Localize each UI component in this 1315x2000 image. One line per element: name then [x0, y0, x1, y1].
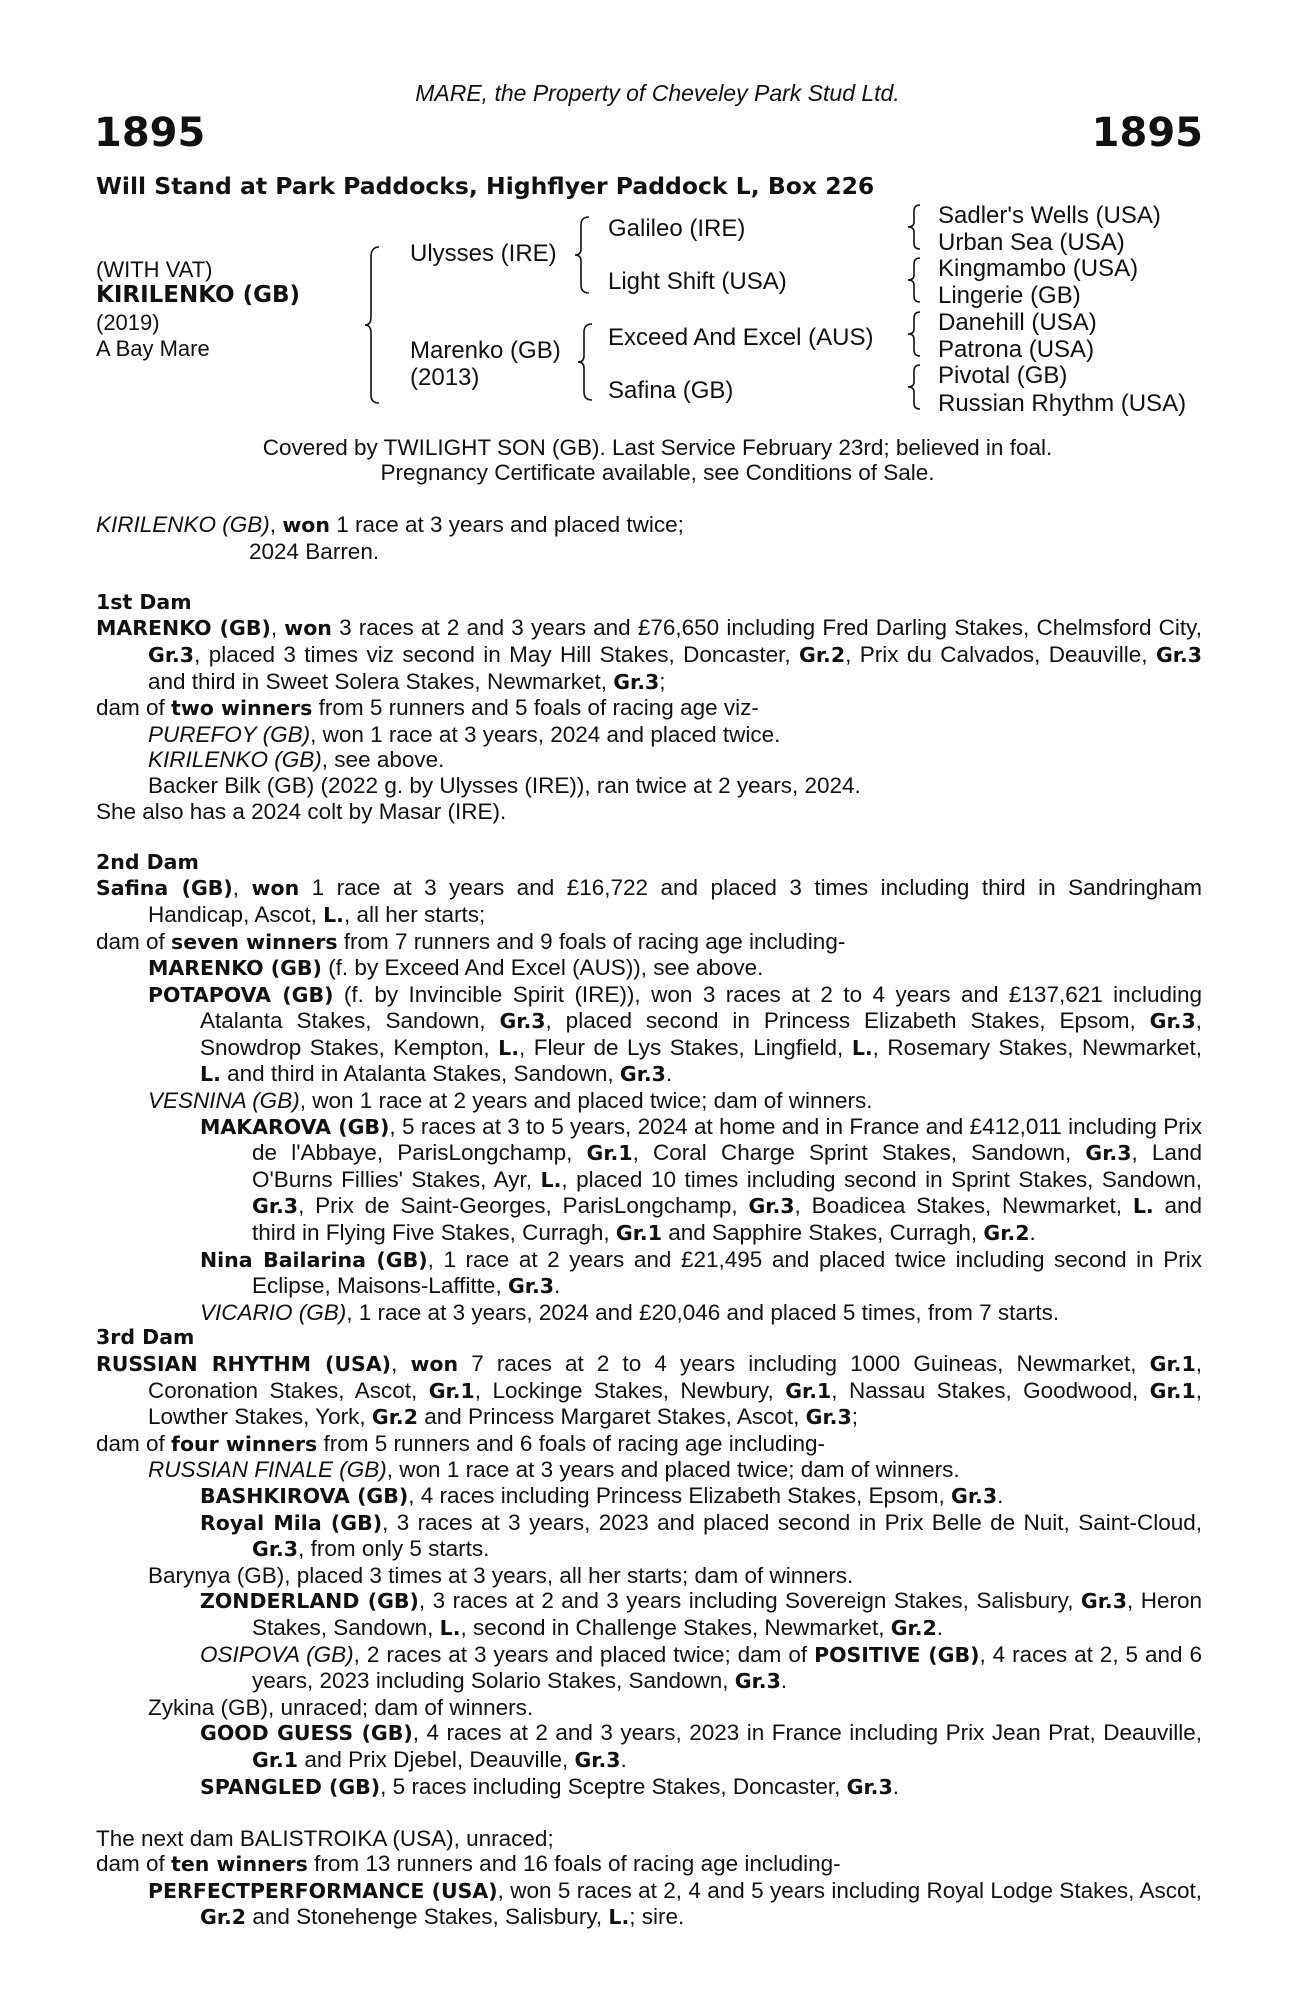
- dam-sire: Exceed And Excel (AUS): [608, 324, 874, 351]
- pedigree-bracket-main: [365, 245, 385, 405]
- first-dam-heading: 1st Dam: [96, 589, 192, 614]
- dam-name: Marenko (GB): [410, 337, 561, 364]
- lot-number-right: 1895: [1091, 110, 1203, 156]
- list-item: MAKAROVA (GB), 5 races at 3 to 5 years, 2024 at home and in France and £412,011 including Prix de l'Abbaye, ParisLongchamp, Gr.1, Coral Charge Sprint Stakes, Sandown, Gr.3, Land O'Burns Fillies' Stakes, Ayr, L., placed 10 times including second in Sprint Stakes, Sandown, Gr.3, Prix de Saint-Georges, ParisLongchamp, Gr.3, Boadicea Stakes, Newmarket, L. and third in Flying Five Stakes, Curragh, Gr.1 and Sapphire Stakes, Curragh, Gr.2.: [200, 1113, 1202, 1246]
- pedigree-bracket-dam: [578, 322, 598, 402]
- grandparent-7: Pivotal (GB): [938, 362, 1068, 389]
- grandparent-6: Patrona (USA): [938, 336, 1095, 363]
- covering-line-1: Covered by TWILIGHT SON (GB). Last Service February 23rd; believed in foal.: [262, 435, 1053, 460]
- first-dam-also: She also has a 2024 colt by Masar (IRE).: [96, 798, 507, 824]
- pedigree-bracket-sire: [575, 215, 595, 295]
- list-item: SPANGLED (GB), 5 races including Sceptre Stakes, Doncaster, Gr.3.: [200, 1773, 900, 1799]
- third-dam-produce-summary: dam of four winners from 5 runners and 6 foals of racing age including-: [96, 1430, 826, 1456]
- list-item: RUSSIAN FINALE (GB), won 1 race at 3 years and placed twice; dam of winners.: [148, 1457, 960, 1483]
- grandparent-2: Urban Sea (USA): [938, 229, 1125, 256]
- grandparent-1: Sadler's Wells (USA): [938, 202, 1161, 229]
- stand-line: Will Stand at Park Paddocks, Highflyer Paddock L, Box 226: [96, 172, 875, 200]
- grandparent-8: Russian Rhythm (USA): [938, 390, 1187, 417]
- next-dam-produce-summary: dam of ten winners from 13 runners and 16 foals of racing age including-: [96, 1851, 841, 1877]
- list-item: VESNINA (GB), won 1 race at 2 years and placed twice; dam of winners.: [148, 1088, 873, 1114]
- dam-year: (2013): [410, 364, 480, 391]
- sire-name: Ulysses (IRE): [410, 240, 557, 267]
- sire-sire: Galileo (IRE): [608, 215, 746, 242]
- list-item: ZONDERLAND (GB), 3 races at 2 and 3 years including Sovereign Stakes, Salisbury, Gr.3, Heron Stakes, Sandown, L., second in Challenge Stakes, Newmarket, Gr.2.: [200, 1588, 1202, 1640]
- covering-line-2: Pregnancy Certificate available, see Conditions of Sale.: [380, 460, 935, 485]
- pedigree-bracket-g3: [906, 310, 926, 360]
- list-item: BASHKIROVA (GB), 4 races including Princess Elizabeth Stakes, Epsom, Gr.3.: [200, 1482, 1004, 1508]
- second-dam-record: Safina (GB), won 1 race at 3 years and £16,722 and placed 3 times including third in Sandringham Handicap, Ascot, L., all her starts;: [96, 875, 1202, 927]
- grandparent-4: Lingerie (GB): [938, 282, 1081, 309]
- second-dam-produce-summary: dam of seven winners from 7 runners and 9 foals of racing age including-: [96, 928, 846, 954]
- race-record: KIRILENKO (GB), won 1 race at 3 years and placed twice;: [96, 512, 684, 537]
- list-item: GOOD GUESS (GB), 4 races at 2 and 3 years, 2023 in France including Prix Jean Prat, Deauville, Gr.1 and Prix Djebel, Deauville, Gr.3.: [200, 1720, 1203, 1772]
- sire-dam: Light Shift (USA): [608, 268, 787, 295]
- first-dam-produce-summary: dam of two winners from 5 runners and 5 foals of racing age viz-: [96, 695, 759, 721]
- next-dam-line: The next dam BALISTROIKA (USA), unraced;: [96, 1825, 554, 1851]
- pedigree-bracket-g2: [906, 256, 926, 306]
- horse-name: KIRILENKO (GB): [96, 282, 301, 308]
- race-record-line-2: 2024 Barren.: [249, 538, 380, 564]
- list-item: KIRILENKO (GB), see above.: [148, 747, 445, 773]
- list-item: OSIPOVA (GB), 2 races at 3 years and placed twice; dam of POSITIVE (GB), 4 races at 2, 5 and 6 years, 2023 including Solario Stakes, Sandown, Gr.3.: [200, 1641, 1202, 1694]
- third-dam-record: RUSSIAN RHYTHM (USA), won 7 races at 2 to 4 years including 1000 Guineas, Newmarket, Gr.1, Coronation Stakes, Ascot, Gr.1, Lockinge Stakes, Newbury, Gr.1, Nassau Stakes, Goodwood, Gr.1, Lowther Stakes, York, Gr.2 and Princess Margaret Stakes, Ascot, Gr.3;: [96, 1351, 1202, 1430]
- list-item: Nina Bailarina (GB), 1 race at 2 years and £21,495 and placed twice including second in Prix Eclipse, Maisons-Laffitte, Gr.3.: [200, 1246, 1202, 1299]
- list-item: Zykina (GB), unraced; dam of winners.: [148, 1694, 534, 1720]
- pedigree-bracket-g1: [906, 203, 926, 253]
- catalogue-body: [96, 512, 1202, 1931]
- lot-number-left: 1895: [94, 110, 206, 156]
- third-dam-heading: 3rd Dam: [96, 1325, 195, 1350]
- property-line: MARE, the Property of Cheveley Park Stud Ltd.: [415, 80, 900, 106]
- first-dam-record: MARENKO (GB), won 3 races at 2 and 3 years and £76,650 including Fred Darling Stakes, Chelmsford City, Gr.3, placed 3 times viz second in May Hill Stakes, Doncaster, Gr.2, Prix du Calvados, Deauville, Gr.3 and third in Sweet Solera Stakes, Newmarket, Gr.3;: [96, 615, 1203, 694]
- horse-year: (2019): [96, 310, 160, 335]
- pedigree-bracket-g4: [906, 363, 926, 413]
- list-item: MARENKO (GB) (f. by Exceed And Excel (AUS)), see above.: [148, 955, 764, 981]
- list-item: VICARIO (GB), 1 race at 3 years, 2024 and £20,046 and placed 5 times, from 7 starts.: [200, 1299, 1060, 1325]
- list-item: PUREFOY (GB), won 1 race at 3 years, 2024 and placed twice.: [148, 721, 781, 747]
- vat-label: (WITH VAT): [96, 257, 213, 282]
- grandparent-5: Danehill (USA): [938, 309, 1097, 336]
- list-item: Royal Mila (GB), 3 races at 3 years, 2023 and placed second in Prix Belle de Nuit, Saint-Cloud, Gr.3, from only 5 starts.: [200, 1509, 1203, 1562]
- list-item: POTAPOVA (GB) (f. by Invincible Spirit (IRE)), won 3 races at 2 to 4 years and £137,621 including Atalanta Stakes, Sandown, Gr.3, placed second in Princess Elizabeth Stakes, Epsom, Gr.3, Snowdrop Stakes, Kempton, L., Fleur de Lys Stakes, Lingfield, L., Rosemary Stakes, Newmarket, L. and third in Atalanta Stakes, Sandown, Gr.3.: [148, 981, 1202, 1087]
- horse-description: A Bay Mare: [96, 336, 210, 361]
- grandparent-3: Kingmambo (USA): [938, 255, 1139, 282]
- list-item: PERFECTPERFORMANCE (USA), won 5 races at 2, 4 and 5 years including Royal Lodge Stakes, Ascot, Gr.2 and Stonehenge Stakes, Salisbury, L.; sire.: [148, 1877, 1202, 1930]
- list-item: Barynya (GB), placed 3 times at 3 years, all her starts; dam of winners.: [148, 1562, 854, 1588]
- dam-dam: Safina (GB): [608, 377, 734, 404]
- second-dam-heading: 2nd Dam: [96, 849, 199, 874]
- list-item: Backer Bilk (GB) (2022 g. by Ulysses (IRE)), ran twice at 2 years, 2024.: [148, 772, 861, 798]
